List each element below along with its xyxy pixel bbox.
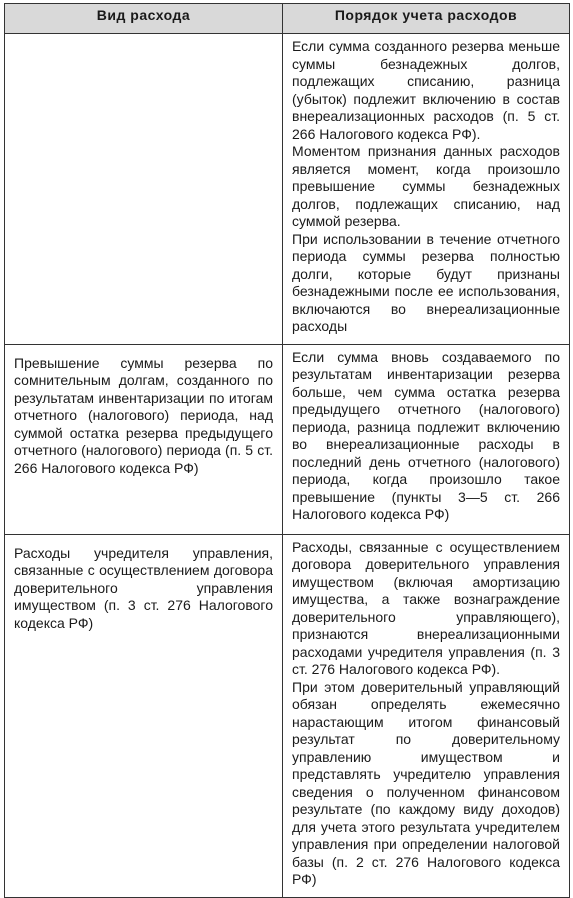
expense-type-text: Расходы учредителя управления, связанные с осуществлением договора доверительного управления имуществом (п. 3 ст. 276 Налогового кодекса РФ) bbox=[14, 544, 273, 631]
procedure-cell bbox=[283, 534, 570, 897]
procedure-paragraph: Расходы, связанные с осуществлением договора доверительного управления имуществом (включая амортизацию имущества, а также вознаграждение доверительного управляющего), признаются внереализационными расходами учредителя управления (п. 3 ст. 276 Налогового кодекса РФ). bbox=[292, 538, 560, 677]
header-expense-type: Вид расхода bbox=[5, 4, 283, 34]
table-header-row bbox=[5, 4, 570, 34]
table-row bbox=[5, 34, 570, 345]
expense-table bbox=[4, 3, 570, 898]
table-row bbox=[5, 344, 570, 534]
expense-type-cell bbox=[5, 344, 283, 534]
procedure-cell bbox=[283, 344, 570, 534]
header-accounting-procedure: Порядок учета расходов bbox=[283, 4, 570, 34]
procedure-paragraph: Моментом признания данных расходов является момент, когда произошло превышение суммы безнадежных долгов, подлежащих списанию, над суммой резерва. bbox=[292, 143, 560, 229]
procedure-cell bbox=[283, 34, 570, 345]
expense-type-text: Превышение суммы резерва по сомнительным долгам, созданного по результатам инвентаризации по итогам отчетного (налогового) периода, над суммой остатка резерва предыдущего отчетного (налогового) периода (п. 5 ст. 266 Налогового кодекса РФ) bbox=[14, 354, 273, 476]
table-row bbox=[5, 534, 570, 897]
procedure-paragraph: При этом доверительный управляющий обязан определять ежемесячно нарастающим итогом финансовый результат по доверительному управлению имуществом и представлять учредителю управления сведения о полученном финансовом результате (по каждому виду доходов) для учета этого результата учредителем управления при определении налоговой базы (п. 2 ст. 276 Налогового кодекса РФ) bbox=[292, 678, 560, 887]
procedure-paragraph: Если сумма вновь создаваемого по результатам инвентаризации резерва больше, чем сумма остатка резерва предыдущего отчетного (налогового) периода, разница подлежит включению во внереализационные расходы в последний день отчетного (налогового) периода, когда произошло такое превышение (пункты 3—5 ст. 266 Налогового кодекса РФ) bbox=[292, 348, 560, 522]
procedure-paragraph: Если сумма созданного резерва меньше суммы безнадежных долгов, подлежащих списанию, разница (убыток) подлежит включению в состав внереализационных расходов (п. 5 ст. 266 Налогового кодекса РФ). bbox=[292, 38, 560, 142]
expense-type-cell bbox=[5, 34, 283, 345]
expense-type-cell bbox=[5, 534, 283, 897]
document-page bbox=[4, 3, 569, 898]
procedure-paragraph: При использовании в течение отчетного периода суммы резерва полностью долги, которые будут признаны безнадежными после ее использования, включаются во внереализационные расходы bbox=[292, 230, 560, 334]
